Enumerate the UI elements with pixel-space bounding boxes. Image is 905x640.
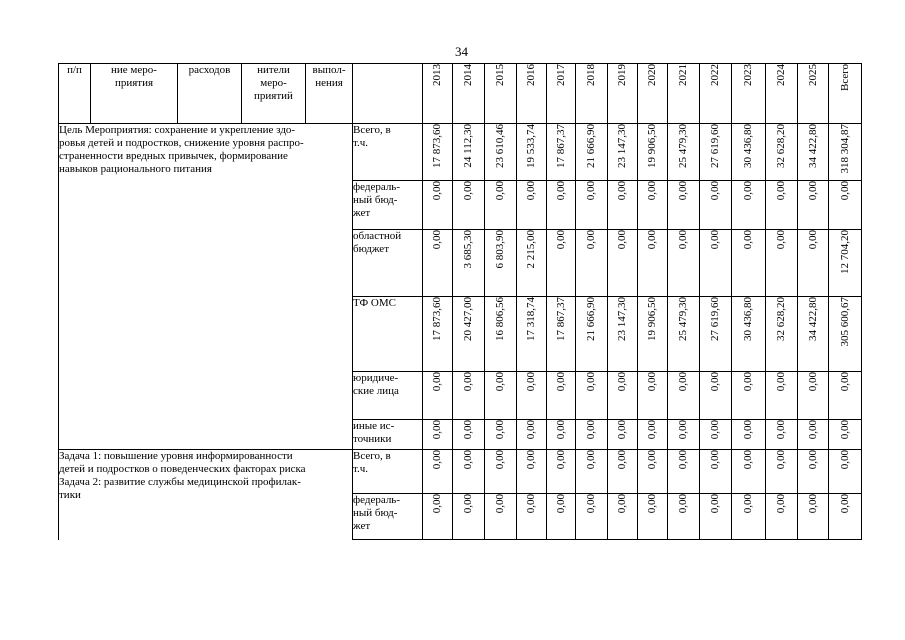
value-cell — [608, 230, 638, 297]
header-expenses-text: расходов — [188, 64, 231, 76]
value-cell-value: 27 619,60 — [709, 297, 721, 341]
header-executors-text: нители меро- приятий — [254, 64, 293, 102]
value-cell — [453, 420, 485, 450]
value-cell-value: 0,00 — [677, 494, 689, 514]
table-row — [59, 124, 862, 181]
value-cell — [700, 181, 732, 230]
value-cell-value: 0,00 — [646, 420, 658, 440]
value-cell-value: 0,00 — [775, 230, 787, 250]
value-cell — [732, 450, 766, 494]
value-cell-value: 0,00 — [585, 494, 597, 514]
total-cell — [829, 297, 862, 372]
total-cell — [829, 494, 862, 540]
section-title — [59, 450, 353, 540]
value-cell — [700, 297, 732, 372]
total-cell-value: 12 704,20 — [838, 230, 851, 274]
value-cell — [638, 230, 668, 297]
value-cell-value: 0,00 — [709, 450, 721, 470]
header-expenses — [178, 64, 242, 124]
value-cell-value: 0,00 — [742, 230, 754, 250]
header-num-text: п/п — [67, 64, 82, 76]
value-cell — [576, 450, 608, 494]
value-cell-value: 0,00 — [494, 494, 506, 514]
source-label — [353, 450, 423, 494]
value-cell-value: 0,00 — [525, 494, 537, 514]
value-cell — [766, 450, 798, 494]
value-cell — [485, 230, 517, 297]
total-cell — [829, 181, 862, 230]
source-label-text: федераль- ный бюд- жет — [353, 181, 400, 219]
value-cell-value: 0,00 — [554, 181, 567, 201]
value-cell — [485, 450, 517, 494]
value-cell — [576, 372, 608, 420]
header-year — [798, 64, 829, 124]
value-cell-value: 34 422,80 — [806, 124, 819, 168]
value-cell-value: 0,00 — [462, 420, 474, 440]
page-number: 34 — [455, 44, 468, 59]
value-cell — [485, 372, 517, 420]
source-label — [353, 297, 423, 372]
value-cell-value: 0,00 — [806, 372, 819, 392]
value-cell-value: 17 867,37 — [554, 297, 567, 341]
value-cell — [485, 297, 517, 372]
value-cell — [700, 372, 732, 420]
value-cell — [517, 124, 547, 181]
value-cell-value: 0,00 — [462, 181, 474, 201]
value-cell-value: 25 479,30 — [677, 297, 689, 341]
value-cell — [423, 420, 453, 450]
value-cell — [766, 124, 798, 181]
value-cell-value: 0,00 — [709, 230, 721, 250]
total-cell-value: 0,00 — [838, 420, 851, 440]
total-cell — [829, 420, 862, 450]
source-label-text: юридиче- ские лица — [353, 372, 399, 397]
total-cell-value: 305 600,67 — [838, 297, 851, 347]
value-cell — [638, 297, 668, 372]
value-cell — [576, 124, 608, 181]
value-cell-value: 17 318,74 — [525, 297, 537, 341]
value-cell-value: 19 906,50 — [646, 124, 658, 168]
value-cell-value: 0,00 — [585, 181, 597, 201]
value-cell — [766, 181, 798, 230]
value-cell-value: 21 666,90 — [585, 297, 597, 341]
value-cell-value: 0,00 — [616, 372, 628, 392]
value-cell — [517, 181, 547, 230]
total-cell-value: 318 304,87 — [838, 124, 851, 174]
value-cell — [798, 230, 829, 297]
value-cell — [766, 420, 798, 450]
value-cell-value: 0,00 — [677, 230, 689, 250]
value-cell-value: 0,00 — [554, 450, 567, 470]
value-cell — [638, 181, 668, 230]
header-deadline — [306, 64, 353, 124]
value-cell-value: 0,00 — [677, 420, 689, 440]
value-cell-value: 0,00 — [806, 181, 819, 201]
header-year-value: 2022 — [709, 64, 721, 86]
value-cell — [668, 297, 700, 372]
value-cell — [576, 420, 608, 450]
value-cell — [732, 420, 766, 450]
value-cell — [453, 450, 485, 494]
source-label-text: федераль- ный бюд- жет — [353, 494, 400, 532]
value-cell — [700, 230, 732, 297]
value-cell-value: 0,00 — [775, 420, 787, 440]
total-cell-value: 0,00 — [838, 494, 851, 514]
value-cell — [453, 494, 485, 540]
value-cell — [700, 450, 732, 494]
header-executors — [242, 64, 306, 124]
value-cell — [700, 494, 732, 540]
value-cell — [638, 494, 668, 540]
value-cell — [547, 230, 576, 297]
value-cell — [638, 420, 668, 450]
value-cell-value: 0,00 — [646, 494, 658, 514]
value-cell-value: 0,00 — [775, 181, 787, 201]
value-cell — [453, 297, 485, 372]
source-label-text: иные ис- точники — [353, 420, 395, 445]
source-label-text: Всего, в т.ч. — [353, 450, 391, 475]
value-cell-value: 30 436,80 — [742, 297, 754, 341]
value-cell — [485, 494, 517, 540]
value-cell — [798, 297, 829, 372]
value-cell — [798, 372, 829, 420]
value-cell — [700, 124, 732, 181]
value-cell-value: 0,00 — [709, 181, 721, 201]
total-cell — [829, 450, 862, 494]
value-cell — [608, 181, 638, 230]
value-cell-value: 0,00 — [525, 450, 537, 470]
header-year — [576, 64, 608, 124]
total-cell — [829, 124, 862, 181]
header-year-value: 2014 — [462, 64, 474, 86]
value-cell-value: 0,00 — [525, 420, 537, 440]
value-cell — [423, 494, 453, 540]
header-year-value: 2015 — [494, 64, 506, 86]
value-cell — [608, 372, 638, 420]
value-cell-value: 0,00 — [646, 372, 658, 392]
header-year-value: 2023 — [742, 64, 754, 86]
value-cell — [423, 230, 453, 297]
value-cell-value: 0,00 — [616, 230, 628, 250]
value-cell-value: 0,00 — [431, 181, 443, 201]
value-cell — [700, 420, 732, 450]
header-total-value: Всего — [838, 64, 851, 91]
total-cell-value: 0,00 — [838, 372, 851, 392]
value-cell — [798, 420, 829, 450]
value-cell — [668, 420, 700, 450]
value-cell — [453, 181, 485, 230]
value-cell-value: 0,00 — [431, 494, 443, 514]
value-cell-value: 17 873,60 — [431, 297, 443, 341]
value-cell-value: 0,00 — [494, 372, 506, 392]
header-year-value: 2017 — [554, 64, 567, 86]
value-cell-value: 27 619,60 — [709, 124, 721, 168]
value-cell-value: 23 147,30 — [616, 124, 628, 168]
section-title-text: Задача 1: повышение уровня информированности детей и подростков о поведенческих факторах риска Задача 2: развитие службы медицинской профилак- тики — [59, 450, 306, 501]
header-year-value: 2025 — [806, 64, 819, 86]
budget-table — [58, 63, 862, 540]
source-label — [353, 420, 423, 450]
value-cell — [608, 124, 638, 181]
value-cell-value: 0,00 — [494, 450, 506, 470]
header-year-value: 2024 — [775, 64, 787, 86]
source-label — [353, 494, 423, 540]
value-cell — [732, 181, 766, 230]
value-cell — [547, 181, 576, 230]
value-cell-value: 23 610,46 — [494, 124, 506, 168]
header-year — [485, 64, 517, 124]
header-year-value: 2019 — [616, 64, 628, 86]
value-cell-value: 16 806,56 — [494, 297, 506, 341]
value-cell — [668, 372, 700, 420]
header-year — [423, 64, 453, 124]
value-cell — [798, 181, 829, 230]
value-cell — [732, 297, 766, 372]
source-label-text: областной бюджет — [353, 230, 402, 255]
value-cell — [798, 494, 829, 540]
header-year — [453, 64, 485, 124]
value-cell-value: 25 479,30 — [677, 124, 689, 168]
header-deadline-text: выпол- нения — [312, 64, 346, 89]
value-cell — [517, 494, 547, 540]
value-cell — [668, 450, 700, 494]
value-cell — [638, 124, 668, 181]
value-cell-value: 6 803,90 — [494, 230, 506, 269]
value-cell — [547, 372, 576, 420]
value-cell-value: 24 112,30 — [462, 124, 474, 168]
value-cell-value: 0,00 — [585, 372, 597, 392]
value-cell — [798, 450, 829, 494]
value-cell-value: 0,00 — [554, 494, 567, 514]
value-cell-value: 2 215,00 — [525, 230, 537, 269]
value-cell-value: 0,00 — [742, 494, 754, 514]
header-year — [608, 64, 638, 124]
value-cell-value: 30 436,80 — [742, 124, 754, 168]
value-cell — [453, 230, 485, 297]
value-cell-value: 0,00 — [431, 420, 443, 440]
value-cell-value: 0,00 — [554, 420, 567, 440]
value-cell-value: 0,00 — [709, 494, 721, 514]
value-cell-value: 0,00 — [806, 450, 819, 470]
value-cell-value: 0,00 — [677, 450, 689, 470]
value-cell-value: 0,00 — [775, 450, 787, 470]
value-cell — [423, 297, 453, 372]
value-cell — [608, 450, 638, 494]
value-cell-value: 0,00 — [616, 450, 628, 470]
header-num — [59, 64, 91, 124]
source-label-text: Всего, в т.ч. — [353, 124, 391, 149]
total-cell-value: 0,00 — [838, 181, 851, 201]
value-cell-value: 0,00 — [554, 230, 567, 250]
value-cell-value: 17 867,37 — [554, 124, 567, 168]
value-cell — [732, 124, 766, 181]
header-year — [766, 64, 798, 124]
value-cell — [547, 297, 576, 372]
value-cell-value: 0,00 — [431, 230, 443, 250]
value-cell-value: 0,00 — [585, 230, 597, 250]
value-cell-value: 32 628,20 — [775, 297, 787, 341]
value-cell-value: 0,00 — [806, 230, 819, 250]
header-year — [732, 64, 766, 124]
table-row — [59, 450, 862, 494]
header-year — [547, 64, 576, 124]
header-year-value: 2018 — [585, 64, 597, 86]
value-cell — [576, 181, 608, 230]
value-cell-value: 0,00 — [742, 372, 754, 392]
value-cell — [608, 494, 638, 540]
header-year-value: 2020 — [646, 64, 658, 86]
value-cell-value: 0,00 — [616, 181, 628, 201]
value-cell-value: 17 873,60 — [431, 124, 443, 168]
value-cell — [423, 181, 453, 230]
value-cell-value: 0,00 — [775, 372, 787, 392]
value-cell-value: 0,00 — [494, 181, 506, 201]
value-cell-value: 32 628,20 — [775, 124, 787, 168]
header-year — [638, 64, 668, 124]
source-label-text: ТФ ОМС — [353, 297, 396, 309]
value-cell-value: 23 147,30 — [616, 297, 628, 341]
value-cell — [576, 494, 608, 540]
value-cell-value: 0,00 — [494, 420, 506, 440]
value-cell — [668, 124, 700, 181]
value-cell — [547, 494, 576, 540]
value-cell-value: 0,00 — [806, 494, 819, 514]
value-cell-value: 34 422,80 — [806, 297, 819, 341]
value-cell-value: 0,00 — [806, 420, 819, 440]
value-cell-value: 0,00 — [677, 372, 689, 392]
value-cell-value: 0,00 — [462, 494, 474, 514]
value-cell-value: 0,00 — [616, 494, 628, 514]
total-cell — [829, 230, 862, 297]
header-year — [668, 64, 700, 124]
value-cell-value: 0,00 — [677, 181, 689, 201]
value-cell — [547, 420, 576, 450]
value-cell — [517, 372, 547, 420]
value-cell-value: 0,00 — [585, 450, 597, 470]
value-cell — [766, 494, 798, 540]
value-cell-value: 0,00 — [431, 450, 443, 470]
header-year — [700, 64, 732, 124]
header-total — [829, 64, 862, 124]
value-cell — [547, 450, 576, 494]
value-cell — [638, 450, 668, 494]
value-cell-value: 0,00 — [525, 181, 537, 201]
value-cell-value: 0,00 — [616, 420, 628, 440]
value-cell — [576, 230, 608, 297]
value-cell — [668, 494, 700, 540]
value-cell-value: 0,00 — [742, 420, 754, 440]
value-cell — [766, 372, 798, 420]
value-cell-value: 0,00 — [554, 372, 567, 392]
section-title-text: Цель Мероприятия: сохранение и укрепление здо- ровья детей и подростков, снижение уровня распро- страненности вредных привычек, формирование навыков рационального питания — [59, 124, 304, 175]
value-cell-value: 0,00 — [709, 372, 721, 392]
total-cell — [829, 372, 862, 420]
section-title — [59, 124, 353, 450]
header-name — [91, 64, 178, 124]
header-year-value: 2016 — [525, 64, 537, 86]
value-cell-value: 0,00 — [646, 450, 658, 470]
value-cell — [576, 297, 608, 372]
value-cell — [485, 420, 517, 450]
value-cell — [453, 124, 485, 181]
value-cell — [608, 297, 638, 372]
value-cell-value: 0,00 — [462, 372, 474, 392]
value-cell — [423, 124, 453, 181]
value-cell-value: 0,00 — [431, 372, 443, 392]
value-cell — [485, 181, 517, 230]
source-label — [353, 230, 423, 297]
value-cell — [732, 494, 766, 540]
value-cell — [766, 297, 798, 372]
header-year — [517, 64, 547, 124]
value-cell-value: 0,00 — [525, 372, 537, 392]
value-cell — [517, 450, 547, 494]
header-name-text: ние меро- приятия — [111, 64, 157, 89]
value-cell-value: 0,00 — [585, 420, 597, 440]
value-cell — [423, 450, 453, 494]
value-cell — [798, 124, 829, 181]
value-cell-value: 0,00 — [775, 494, 787, 514]
value-cell-value: 0,00 — [709, 420, 721, 440]
value-cell-value: 19 906,50 — [646, 297, 658, 341]
value-cell — [547, 124, 576, 181]
header-row — [59, 64, 862, 124]
value-cell-value: 21 666,90 — [585, 124, 597, 168]
value-cell — [608, 420, 638, 450]
value-cell — [485, 124, 517, 181]
header-year-value: 2013 — [431, 64, 443, 86]
source-label — [353, 372, 423, 420]
value-cell-value: 0,00 — [462, 450, 474, 470]
value-cell — [517, 420, 547, 450]
value-cell-value: 3 685,30 — [462, 230, 474, 269]
value-cell-value: 0,00 — [742, 181, 754, 201]
value-cell — [517, 297, 547, 372]
value-cell — [732, 230, 766, 297]
value-cell — [423, 372, 453, 420]
value-cell-value: 19 533,74 — [525, 124, 537, 168]
header-source — [353, 64, 423, 124]
value-cell-value: 0,00 — [646, 230, 658, 250]
value-cell — [517, 230, 547, 297]
value-cell — [732, 372, 766, 420]
total-cell-value: 0,00 — [838, 450, 851, 470]
value-cell-value: 20 427,00 — [462, 297, 474, 341]
header-year-value: 2021 — [677, 64, 689, 86]
source-label — [353, 124, 423, 181]
value-cell-value: 0,00 — [646, 181, 658, 201]
source-label — [353, 181, 423, 230]
value-cell — [453, 372, 485, 420]
value-cell-value: 0,00 — [742, 450, 754, 470]
value-cell — [668, 230, 700, 297]
value-cell — [766, 230, 798, 297]
value-cell — [668, 181, 700, 230]
value-cell — [638, 372, 668, 420]
